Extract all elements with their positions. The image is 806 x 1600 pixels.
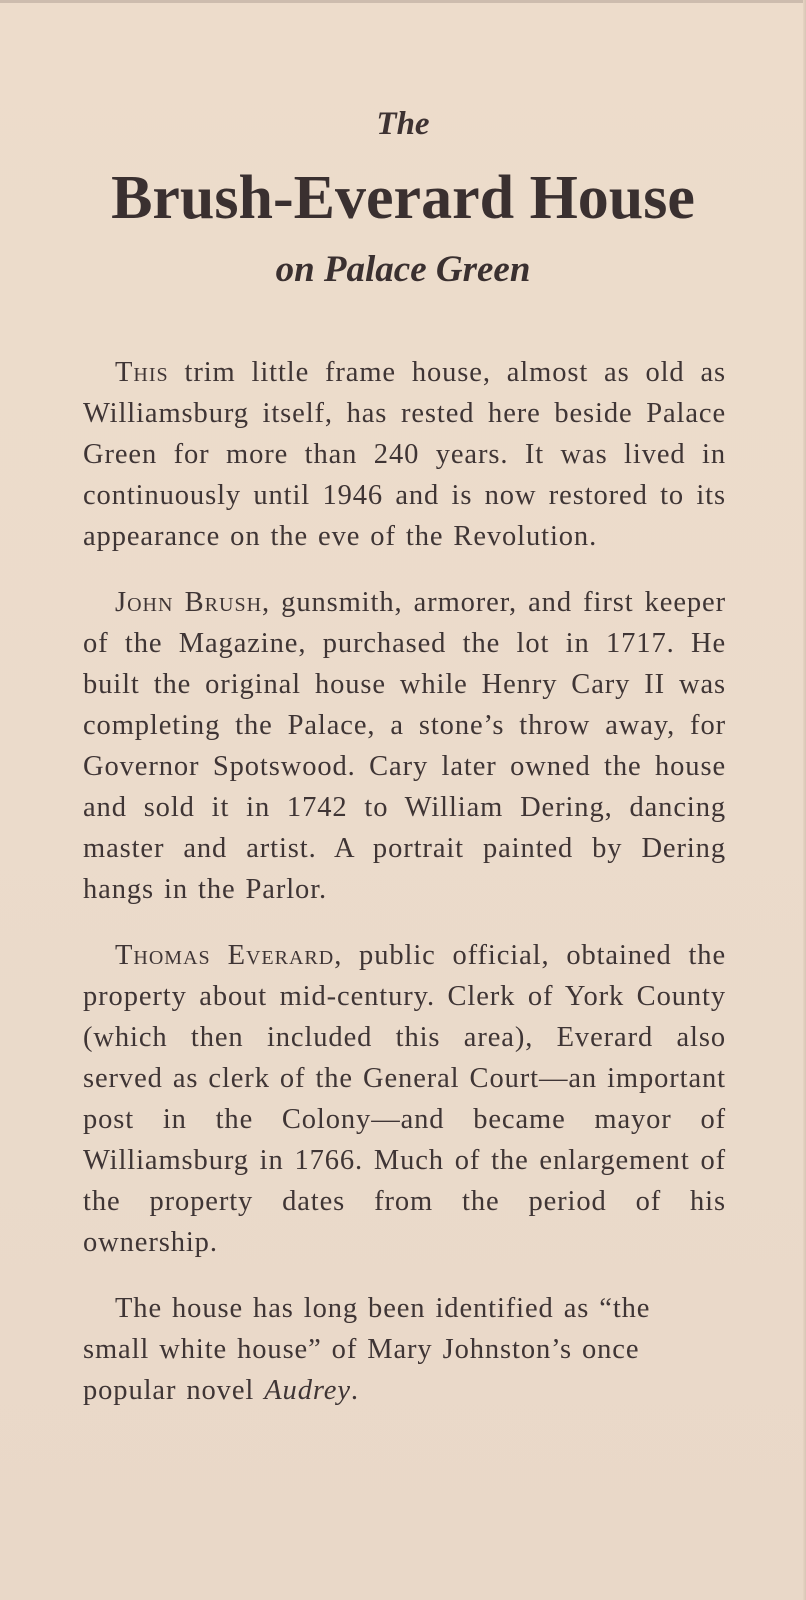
paragraph-lead: Thomas Everard: [115, 940, 335, 971]
paragraph-audrey: [83, 1288, 726, 1411]
paragraph-tail: .: [350, 1375, 359, 1406]
paragraph-intro: [83, 352, 726, 557]
page-subtitle: on Palace Green: [275, 249, 531, 290]
paragraph-lead: This: [115, 357, 169, 388]
page-title: Brush-Everard House: [111, 164, 695, 232]
paragraph-text: , public official, obtained the property about mid-century. Clerk of York County (which then included this area), Everard also served as clerk of the General Court—an important post in the Colony—and became mayor of Williamsburg in 1766. Much of the enlargement of the property dates from the period of his ownership.: [83, 940, 726, 1258]
paragraph-text: The house has long been identified as “the small white house” of Mary Johnston’s once popular novel: [83, 1293, 651, 1406]
paragraph-thomas-everard: [83, 935, 726, 1263]
page-top-edge: [0, 0, 806, 3]
paragraph-text: trim little frame house, almost as old as Williamsburg itself, has rested here beside Palace Green for more than 240 years. It was lived in continuously until 1946 and is now restored to its appearance on the eve of the Revolution.: [83, 357, 726, 552]
novel-title: Audrey: [264, 1375, 351, 1406]
paragraph-lead: John Brush: [115, 587, 263, 618]
title-eyebrow: The: [376, 106, 430, 142]
paragraph-text: , gunsmith, armorer, and first keeper of the Magazine, purchased the lot in 1717. He built the original house while Henry Cary II was completing the Palace, a stone’s throw away, for Governor Spotswood. Cary later owned the house and sold it in 1742 to William Dering, dancing master and artist. A portrait painted by Dering hangs in the Parlor.: [83, 587, 726, 905]
paragraph-john-brush: [83, 582, 726, 910]
title-block: [0, 108, 806, 288]
body-text: [83, 352, 726, 1436]
